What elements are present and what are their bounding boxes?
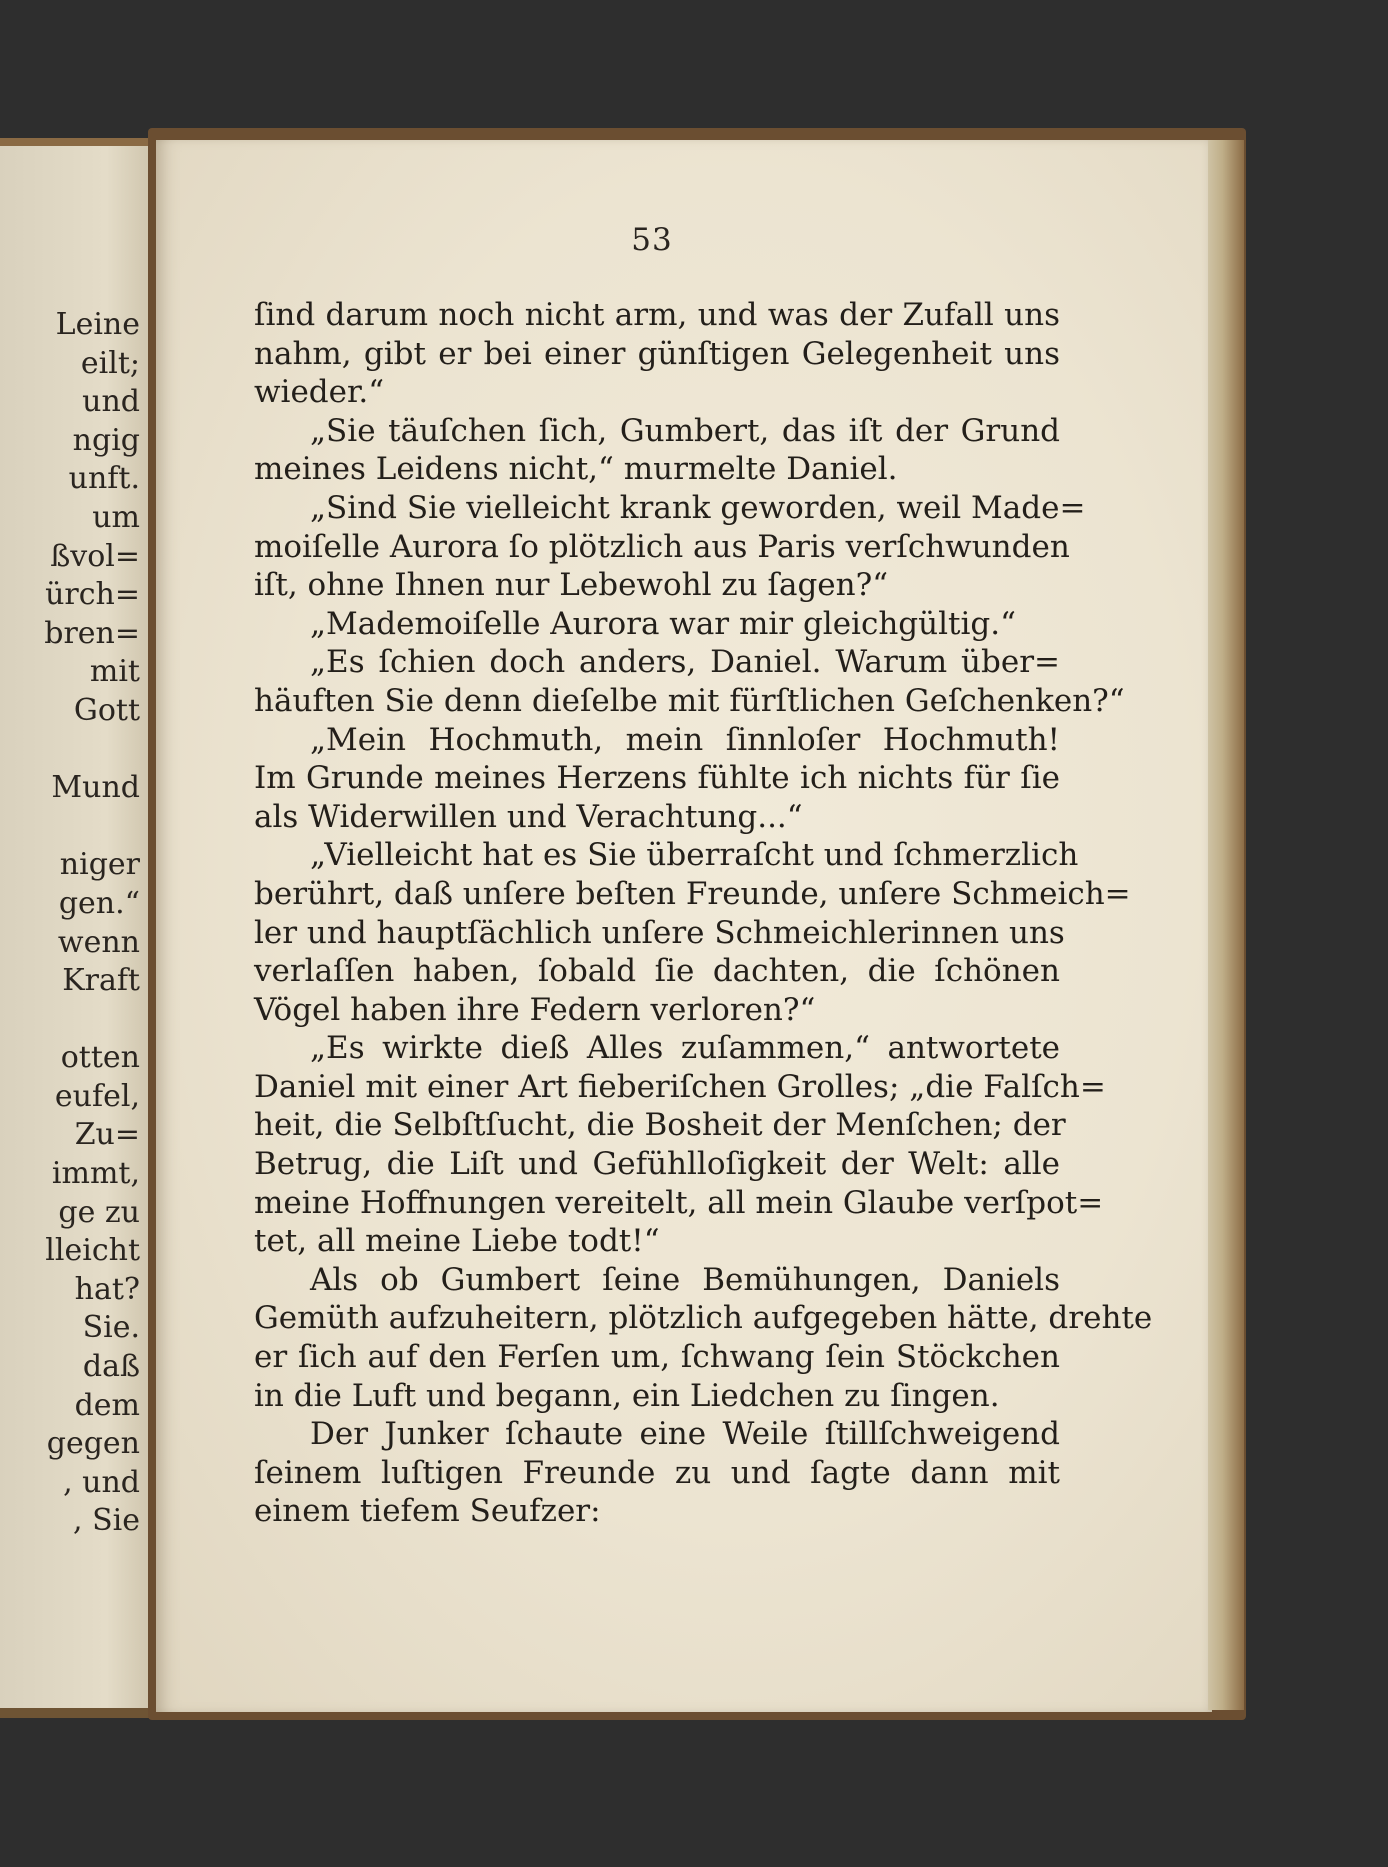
text-line: meine Hoffnungen vereitelt, all mein Glaube verſpot=	[254, 1184, 1104, 1221]
fragment-line	[0, 731, 140, 770]
text-line: berührt, daß unſere beſten Freunde, unſere Schmeich=	[254, 875, 1131, 912]
fragment-line	[0, 808, 140, 847]
text-line: Vögel haben ihre Federn verloren?“	[254, 991, 816, 1028]
text-line: in die Luft und begann, ein Liedchen zu ſingen.	[254, 1377, 1000, 1414]
text-line: Der Junker ſchaute eine Weile ſtillſchweigend	[310, 1416, 1060, 1453]
fragment-line: ßvol=	[50, 538, 140, 574]
text-line: als Widerwillen und Verachtung...“	[254, 798, 803, 835]
fragment-line: ngig	[72, 422, 140, 458]
fragment-line: daß	[82, 1349, 140, 1385]
fragment-line: Leine	[55, 307, 140, 342]
text-line: einem tiefem Seufzer:	[254, 1493, 601, 1530]
text-line: meines Leidens nicht,“ murmelte Daniel.	[254, 451, 898, 488]
fragment-line: Zu=	[74, 1117, 140, 1153]
fragment-line: Gott	[73, 692, 140, 728]
text-line: „Sind Sie vielleicht krank geworden, weil Made=	[310, 489, 1086, 526]
text-line: „Mademoiſelle Aurora war mir gleichgültig.“	[310, 605, 1016, 642]
fragment-line: niger	[59, 847, 140, 883]
fragment-line: eilt;	[80, 345, 140, 381]
fragment-line: dem	[74, 1387, 140, 1423]
text-line: heit, die Selbſtſucht, die Bosheit der Menſchen; der	[254, 1107, 1066, 1144]
text-line: nahm, gibt er bei einer günſtigen Gelegenheit uns	[254, 335, 1060, 372]
fragment-line	[0, 1001, 140, 1040]
text-line: „Vielleicht hat es Sie überraſcht und ſchmerzlich	[310, 837, 1079, 874]
text-line: „Es ſchien doch anders, Daniel. Warum über=	[310, 644, 1060, 681]
fragment-line: mit	[89, 654, 140, 690]
fragment-line: gen.“	[58, 885, 140, 921]
text-line: wieder.“	[254, 374, 385, 411]
text-line: Im Grunde meines Herzens fühlte ich nichts für ſie	[254, 760, 1060, 797]
fragment-line: lleicht	[45, 1233, 140, 1269]
text-line: häuften Sie denn dieſelbe mit fürſtlichen Geſchenken?“	[254, 682, 1125, 719]
page-stack-edge	[1208, 140, 1244, 1710]
fragment-line: wenn	[57, 924, 140, 960]
fragment-line: und	[82, 384, 140, 420]
text-line: ler und hauptſächlich unſere Schmeichlerinnen uns	[254, 914, 1065, 951]
text-line: ſind darum noch nicht arm, und was der Zufall uns	[254, 297, 1060, 333]
previous-page	[0, 138, 152, 1718]
text-line: moiſelle Aurora ſo plötzlich aus Paris verſchwunden	[254, 528, 1070, 565]
fragment-line: immt,	[51, 1156, 140, 1192]
page-number: 53	[631, 222, 673, 258]
previous-page-text-fragments	[0, 306, 140, 1826]
fragment-line: Kraft	[62, 963, 140, 999]
text-line: tet, all meine Liebe todt!“	[254, 1223, 660, 1260]
text-line: ſeinem luſtigen Freunde zu und ſagte dann mit	[254, 1454, 1060, 1491]
text-line: verlaſſen haben, ſobald ſie dachten, die ſchönen	[254, 953, 1060, 990]
fragment-line: unft.	[68, 461, 140, 497]
text-line: „Sie täuſchen ſich, Gumbert, das iſt der Grund	[310, 412, 1060, 449]
text-line: er ſich auf den Ferſen um, ſchwang ſein Stöckchen	[254, 1339, 1060, 1376]
fragment-line: um	[92, 499, 140, 535]
text-line: „Mein Hochmuth, mein ſinnloſer Hochmuth!	[310, 721, 1060, 758]
fragment-line: ürch=	[45, 577, 140, 613]
fragment-line: Mund	[51, 770, 140, 806]
fragment-line: gegen	[46, 1426, 140, 1462]
fragment-line: bren=	[44, 615, 140, 651]
text-line: Als ob Gumbert ſeine Bemühungen, Daniels	[310, 1261, 1060, 1298]
fragment-line: Sie.	[82, 1310, 140, 1346]
fragment-line: ge zu	[58, 1194, 140, 1230]
body-text	[254, 296, 1153, 1531]
text-line: Betrug, die Liſt und Gefühlloſigkeit der Welt: alle	[254, 1146, 1060, 1183]
text-line: Daniel mit einer Art fieberiſchen Grolles; „die Falſch=	[254, 1068, 1106, 1105]
fragment-line: eufel,	[54, 1078, 140, 1114]
text-line: „Es wirkte dieß Alles zuſammen,“ antwortete	[310, 1030, 1060, 1067]
fragment-line: , Sie	[73, 1503, 140, 1539]
fragment-line: hat?	[74, 1271, 140, 1307]
text-line: Gemüth aufzuheitern, plötzlich aufgegeben hätte, drehte	[254, 1300, 1153, 1337]
fragment-line: otten	[60, 1040, 140, 1076]
text-line: iſt, ohne Ihnen nur Lebewohl zu ſagen?“	[254, 567, 889, 604]
fragment-line: , und	[63, 1464, 140, 1500]
